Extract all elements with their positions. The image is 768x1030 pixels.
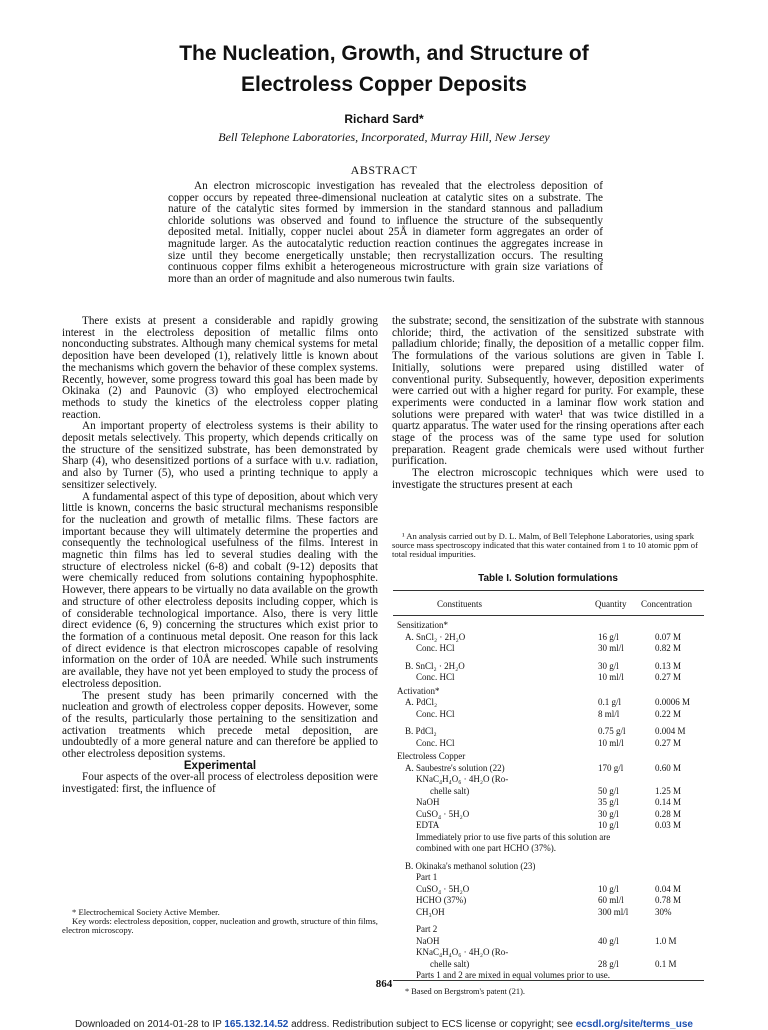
- table-cell-constituent: B. Okinaka's methanol solution (23): [405, 860, 536, 871]
- table-cell-concentration: 0.14 M: [655, 797, 682, 807]
- table-cell-constituent: EDTA: [416, 820, 440, 830]
- table-cell-quantity: 30 g/l: [598, 808, 619, 819]
- body-paragraph: the substrate; second, the sensitization of the substrate with stannous chloride; third, the activation of the sensitized substrate with palladium chloride; finally, the deposition of a metallic copper film. The formulations of the various solutions are given in Table I. Initially, solutions were prepared using distilled water of conventional purity. Subsequently, however, deposition experiments were carried out with a higher regard for purity. For example, these experiments were conducted in a laminar flow work station and solutions were prepared with water¹ that was twice distilled in a quartz apparatus. The water used for the rinsing operations after each stage of the process was of the same type used for solution preparation. Reagent grade chemicals were used without further purification.: [392, 315, 704, 468]
- table-cell-concentration: 0.28 M: [655, 808, 682, 819]
- title-line-2: Electroless Copper Deposits: [241, 73, 527, 96]
- table-cell-quantity: 10 g/l: [598, 883, 619, 894]
- table-cell-constituent: chelle salt): [430, 958, 470, 969]
- intro-paragraph: A fundamental aspect of this type of deposition, about which very little is known, concerns the basic structural mechanisms responsible for the nucleation and growth of metallic films. These factors are important because they will ultimately determine the properties and consequently the technological usefulness of the films. Interest in magnetic thin films has led to several studies dealing with the structure of electroless nickel (6-8) and cobalt (9-12) deposits that were chemically reduced from solutions containing hypophosphite. However, there appears to be virtually no data available on the growth and structure of other electroless deposits including copper, which is of considerable technological importance. Also, there is very little direct evidence (6, 9) concerning the structures which exist prior to the formation of a continuous metal deposit. One reason for this lack of direct evidence is that electron microscopes capable of resolving information on the order of 10Å are needed. While such instruments are available, they have not yet been employed to study the process of electroless deposition.: [62, 490, 378, 690]
- table-cell-constituent: CuSO₄ · 5H₂O: [416, 883, 470, 894]
- table-cell-concentration: 0.60 M: [655, 762, 682, 773]
- table-cell-concentration: 0.27 M: [655, 672, 682, 682]
- author: Richard Sard*: [344, 112, 424, 126]
- table-cell-quantity: 30 ml/l: [598, 643, 624, 653]
- table-cell-constituent: A. PdCl₂: [405, 697, 438, 707]
- intro-paragraph: An important property of electroless systems is their ability to deposit metals selectively. This property, which depends critically on the structure of the sensitized substrate, has been demonstrated by Sharp (4), who desensitized portions of a surface with u.v. radiation, and also by Turner (5), who used a printing technique to apply a sensitizer selectively.: [62, 420, 378, 491]
- table-cell-concentration: 0.78 M: [655, 895, 682, 905]
- footer-terms-link[interactable]: ecsdl.org/site/terms_use: [575, 1019, 693, 1030]
- intro-paragraph: The present study has been primarily concerned with the nucleation and growth of electroless copper deposits. However, some of the results, particularly those pertaining to the sensitization and activation treatments which precede metal deposition, are undoubtedly of a more general nature and can therefore be applied to other electroless deposition systems.: [62, 689, 378, 761]
- table-cell-constituent: Part 2: [416, 924, 438, 934]
- footer-ip-link[interactable]: 165.132.14.52: [224, 1019, 289, 1030]
- table-cell-constituent: CH₃OH: [416, 906, 445, 917]
- table-cell-quantity: 60 ml/l: [598, 895, 624, 905]
- table-cell-constituent: A. SnCl₂ · 2H₂O: [405, 631, 466, 642]
- keywords: Key words: electroless deposition, copper, nucleation and growth, structure of thin films, electron microscopy.: [62, 916, 378, 935]
- table-cell-quantity: 50 g/l: [598, 785, 619, 796]
- page-number: 864: [375, 978, 393, 990]
- table-cell-constituent: Parts 1 and 2 are mixed in equal volumes prior to use.: [416, 970, 610, 980]
- table-cell-concentration: 0.27 M: [655, 737, 682, 748]
- title-line-1: The Nucleation, Growth, and Structure of: [179, 42, 589, 65]
- table-cell-quantity: 10 ml/l: [598, 672, 624, 682]
- table-cell-quantity: 35 g/l: [598, 797, 619, 807]
- table-cell-constituent: Sensitization*: [397, 620, 448, 630]
- table-cell-quantity: 16 g/l: [598, 631, 619, 642]
- experimental-paragraph: Four aspects of the over-all process of electroless deposition were investigated: first, the influence of: [62, 771, 378, 796]
- table-cell-concentration: 0.0006 M: [655, 697, 691, 707]
- left-column: [62, 316, 378, 796]
- table-cell-quantity: 8 ml/l: [598, 708, 620, 719]
- section-heading-experimental: Experimental: [183, 759, 257, 772]
- table-cell-quantity: 10 g/l: [598, 820, 619, 830]
- table-cell-constituent: Conc. HCl: [416, 643, 455, 653]
- table-cell-constituent: Conc. HCl: [416, 708, 455, 719]
- table-cell-constituent: B. PdCl₂: [405, 726, 437, 736]
- table-cell-concentration: 30%: [655, 906, 672, 917]
- table-footnote: * Based on Bergstrom's patent (21).: [405, 987, 525, 996]
- table-cell-concentration: 0.1 M: [655, 958, 677, 969]
- table-cell-constituent: Activation*: [397, 685, 440, 696]
- table-cell-concentration: 0.07 M: [655, 631, 682, 642]
- table-cell-constituent: Immediately prior to use five parts of this solution are: [416, 831, 611, 842]
- table-cell-quantity: 40 g/l: [598, 935, 619, 946]
- table-cell-constituent: A. Saubestre's solution (22): [405, 762, 505, 773]
- table-cell-quantity: 10 ml/l: [598, 737, 624, 748]
- table-cell-constituent: CuSO₄ · 5H₂O: [416, 808, 470, 819]
- table-cell-quantity: 30 g/l: [598, 660, 619, 671]
- table-cell-constituent: NaOH: [416, 797, 440, 807]
- table-header-constituents: Constituents: [437, 599, 483, 609]
- paper-title: [0, 38, 768, 100]
- abstract-text: An electron microscopic investigation has revealed that the electroless deposition of copper occurs by repeated three-dimensional nucleation at catalytic sites on a substrate. The nature of the catalytic sites formed by immersion in the standard stannous and palladium chloride solutions was observed and found to influence the structure of the subsequently deposited metal. Initially, copper nuclei about 25Å in diameter form aggregates an order of magnitude larger. As the autocatalytic reduction reaction continues the aggregates increase in size until they become energetically unstable; then recrystallization occurs. The resulting continuous copper films exhibit a heterogeneous microstructure with grain size variations of more than an order of magnitude and also numerous twin faults.: [168, 180, 603, 285]
- table-cell-concentration: 0.04 M: [655, 883, 682, 894]
- table-cell-concentration: 1.0 M: [655, 935, 677, 946]
- table-cell-constituent: NaOH: [416, 935, 440, 946]
- table-cell-concentration: 1.25 M: [655, 785, 682, 796]
- download-footer: [0, 1019, 768, 1030]
- table-cell-constituent: chelle salt): [430, 785, 470, 796]
- footnote-water-analysis: ¹ An analysis carried out by D. L. Malm, of Bell Telephone Laboratories, using spark source mass spectroscopy indicated that this water contained from 1 to 10 atomic ppm of total residual impurities.: [392, 531, 698, 559]
- footer-middle: address. Redistribution subject to ECS license or copyright; see: [288, 1019, 576, 1030]
- right-footnote: [392, 532, 704, 559]
- table-cell-concentration: 0.22 M: [655, 708, 682, 719]
- table-cell-constituent: KNaC₄H₄O₆ · 4H₂O (Ro-: [416, 947, 509, 957]
- table-cell-quantity: 0.75 g/l: [598, 726, 626, 736]
- table-rule-header: [393, 615, 704, 616]
- table-cell-quantity: 0.1 g/l: [598, 697, 622, 707]
- left-footnotes: [62, 908, 378, 935]
- footnote-member: * Electrochemical Society Active Member.: [72, 907, 220, 917]
- table-cell-constituent: Conc. HCl: [416, 672, 455, 682]
- table-header-concentration: Concentration: [641, 599, 692, 609]
- table-cell-constituent: Part 1: [416, 872, 438, 882]
- table-caption: Table I. Solution formulations: [478, 573, 618, 584]
- affiliation: Bell Telephone Laboratories, Incorporated, Murray Hill, New Jersey: [218, 130, 550, 144]
- table-cell-constituent: Electroless Copper: [397, 751, 466, 761]
- table-cell-constituent: KNaC₄H₄O₆ · 4H₂O (Ro-: [416, 774, 509, 784]
- table-rule-top: [393, 590, 704, 591]
- body-paragraph: The electron microscopic techniques which were used to investigate the structures present at each: [392, 467, 704, 491]
- table-cell-quantity: 170 g/l: [598, 762, 624, 773]
- table-cell-constituent: B. SnCl₂ · 2H₂O: [405, 660, 465, 671]
- table-cell-constituent: HCHO (37%): [416, 895, 467, 905]
- table-cell-quantity: 300 ml/l: [598, 906, 629, 917]
- table-cell-constituent: combined with one part HCHO (37%).: [416, 843, 556, 853]
- footer-prefix: Downloaded on 2014-01-28 to IP: [75, 1019, 225, 1030]
- intro-paragraph: There exists at present a considerable and rapidly growing interest in the electroless deposition of metallic films onto nonconducting substrates. Although many chemical systems for metal deposition have been developed (1), relatively little is known about the mechanisms which govern the behavior of these complex systems. Recently, however, some progress toward this goal has been made by Okinaka (2) and Paunovic (3) who employed electrochemical methods to study the kinetics of the electroless copper plating reaction.: [62, 315, 378, 421]
- table-cell-concentration: 0.82 M: [655, 643, 682, 653]
- table-header-quantity: Quantity: [595, 599, 627, 609]
- table-cell-quantity: 28 g/l: [598, 958, 619, 969]
- table-cell-concentration: 0.03 M: [655, 820, 682, 830]
- table-cell-constituent: Conc. HCl: [416, 737, 455, 748]
- abstract-heading: ABSTRACT: [350, 163, 418, 177]
- right-column: [392, 316, 704, 492]
- table-cell-concentration: 0.13 M: [655, 660, 682, 671]
- table-cell-concentration: 0.004 M: [655, 726, 686, 736]
